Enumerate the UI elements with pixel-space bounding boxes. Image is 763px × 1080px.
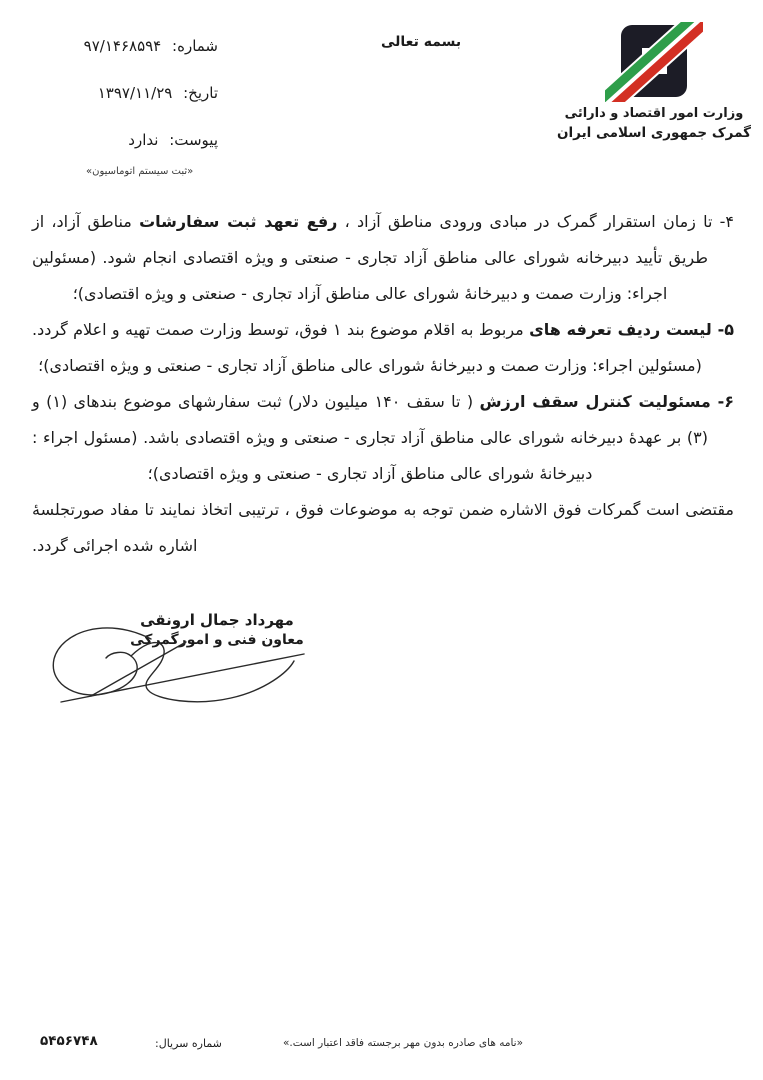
clause-6-rest: ( تا سقف ۱۴۰ میلیون دلار) ثبت سفارشهای موضوع بندهای (۱) و (۳) بر عهدهٔ دبیرخانه شورای عالی مناطق آزاد تجاری - صنعتی و ویژه اقتصادی باشد. (مسئول اجراء : دبیرخانهٔ شورای عالی مناطق آزاد تجاری - صنعتی و ویژه اقتصادی)؛ (32, 392, 708, 483)
clause-6 (32, 384, 734, 492)
ministry-name: وزارت امور اقتصاد و دارائی (564, 106, 744, 121)
footer-serial-label: شماره سریال: (155, 1037, 222, 1050)
signatory-title: معاون فنی و امورگمرکی (130, 632, 304, 648)
clause-5-bold: ۵- لیست ردیف تعرفه های (529, 320, 734, 339)
letter-date-label: تاریخ: (183, 84, 218, 102)
clause-4-rest: مناطق آزاد، از طریق تأیید دبیرخانه شورای عالی مناطق آزاد تجاری - صنعتی و ویژه اقتصادی انجام شود. (مسئولین اجراء: وزارت صمت و دبیرخانهٔ شورای عالی مناطق آزاد تجاری - صنعتی و ویژه اقتصادی)؛ (32, 212, 708, 303)
letter-meta (40, 36, 218, 177)
handwritten-signature (36, 614, 326, 719)
clause-5-rest: مربوط به اقلام موضوع بند ۱ فوق، توسط وزارت صمت تهیه و اعلام گردد. (مسئولین اجراء: وزارت صمت و دبیرخانهٔ شورای عالی مناطق آزاد تجاری - صنعتی و ویژه اقتصادی)؛ (32, 320, 702, 375)
customs-name: گمرک جمهوری اسلامی ایران (557, 125, 751, 141)
letter-number-row (40, 36, 218, 57)
letter-body (32, 204, 734, 564)
organization-header (553, 22, 755, 141)
footer-serial-value: ۵۴۵۶۷۴۸ (40, 1033, 98, 1049)
letter-date-row (40, 83, 218, 104)
clause-4 (32, 204, 734, 312)
letter-attachment-label: پیوست: (169, 131, 218, 149)
clause-4-bold: رفع تعهد ثبت سفارشات (139, 212, 338, 231)
closing-paragraph: مقتضی است گمرکات فوق الاشاره ضمن توجه به موضوعات فوق ، ترتیبی اتخاذ نمایند تا مفاد صورتجلسهٔ اشاره شده اجرائی گردد. (32, 500, 734, 555)
clause-4-pre: ۴- تا زمان استقرار گمرک در مبادی ورودی مناطق آزاد ، (337, 212, 735, 231)
letter-number-label: شماره: (172, 37, 218, 55)
letter-attachment-row (40, 130, 218, 151)
besmele-heading: بسمه تعالی (381, 34, 462, 50)
automation-registration-note: «ثبت سیستم اتوماسیون» (86, 166, 194, 177)
footer-validity-note: «نامه های صادره بدون مهر برجسته فاقد اعتبار است.» (283, 1037, 523, 1049)
signatory-name: مهرداد جمال ارونقی (140, 611, 294, 629)
clause-6-bold: ۶- مسئولیت کنترل سقف ارزش (479, 392, 735, 411)
letter-number-value: ۹۷/۱۴۶۸۵۹۴ (83, 37, 162, 55)
customs-logo-icon (605, 22, 703, 102)
clause-5 (32, 312, 734, 384)
letter-date-value: ۱۳۹۷/۱۱/۲۹ (97, 84, 173, 102)
letter-attachment-value: ندارد (128, 131, 159, 149)
